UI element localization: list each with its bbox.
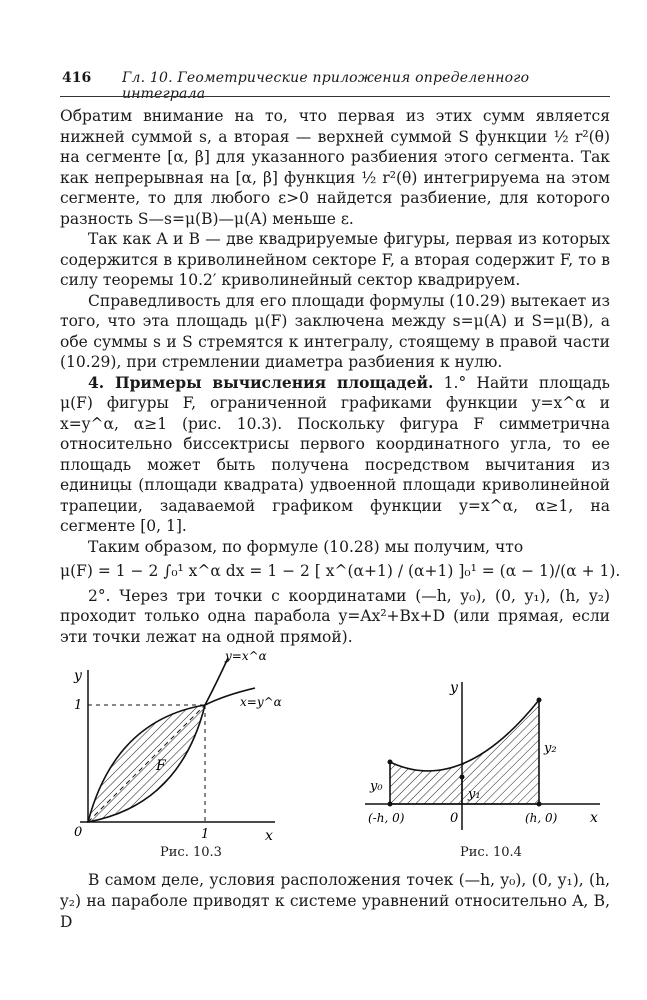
fig103-curve2-label: x=y^α bbox=[240, 695, 282, 709]
fig103-curve1-label: y=x^α bbox=[225, 649, 267, 663]
section-4-text: 1.° Найти площадь μ(F) фигуры F, ограниченной графиками функции y=x^α и x=y^α, α≥1 (рис. 10.3). Поскольку фигура F симметрична относительно биссектрисы первого координатного угла, то ее площадь может быть получена посредством вычитания из единицы (площади квадрата) удвоенной площади криволинейной трапеции, задаваемой графиком функции y=x^α, α≥1, на сегменте [0, 1]. bbox=[60, 373, 610, 535]
parabola-region bbox=[390, 700, 539, 804]
fig103-one-x: 1 bbox=[201, 827, 210, 840]
fig103-y-label: y bbox=[74, 668, 82, 684]
paragraph-thus: Таким образом, по формуле (10.28) мы получим, что bbox=[88, 537, 524, 556]
bottom-text bbox=[60, 870, 610, 933]
fig103-F-label: F bbox=[156, 758, 166, 774]
fig104-left-point: (-h, 0) bbox=[368, 811, 405, 825]
figures bbox=[60, 640, 610, 870]
fig104-y-label: y bbox=[450, 680, 458, 696]
fig103-x-label: x bbox=[265, 828, 273, 840]
section-heading: 4. Примеры вычисления площадей. bbox=[88, 372, 434, 392]
paragraph-parabola: 2°. Через три точки с координатами (—h, y₀), (0, y₁), (h, y₂) проходит только одна парабола y=Ax²+Bx+D (или прямая, если эти точки лежат на одной прямой). bbox=[60, 586, 610, 646]
paragraph-2: Так как A и B — две квадрируемые фигуры, первая из которых содержится в криволинейном секторе F, а вторая содержит F, то в силу теоремы 10.2′ криволинейный сектор квадрируем. bbox=[60, 230, 610, 289]
fig104-right-point: (h, 0) bbox=[525, 811, 558, 825]
fig104-y1: y₁ bbox=[468, 787, 481, 802]
fig103-one-y: 1 bbox=[74, 698, 83, 713]
figure-10-3 bbox=[60, 640, 300, 840]
fig104-y2: y₂ bbox=[544, 741, 557, 756]
page-header bbox=[62, 70, 612, 102]
figure-10-4 bbox=[350, 640, 610, 840]
paragraph-3: Справедливость для его площади формулы (10.29) вытекает из того, что эта площадь μ(F) заключена между s=μ(A) и S=μ(B), а обе суммы s и S стремятся к интегралу, стоящему в правой части (10.29), при стремлении диаметра разбиения к нулю. bbox=[60, 291, 610, 371]
fig104-x-label: x bbox=[590, 810, 598, 826]
curve-y-x-alpha bbox=[205, 658, 228, 705]
fig104-y0: y₀ bbox=[370, 779, 383, 794]
fig103-origin: 0 bbox=[74, 825, 83, 840]
fig104-origin: 0 bbox=[450, 811, 459, 826]
area-formula: μ(F) = 1 − 2 ∫₀¹ x^α dx = 1 − 2 [ x^(α+1) / (α+1) ]₀¹ = (α − 1)/(α + 1). bbox=[60, 562, 621, 580]
running-title: Гл. 10. Геометрические приложения определенного интеграла bbox=[122, 70, 530, 102]
fig103-caption: Рис. 10.3 bbox=[160, 845, 222, 860]
page-number: 416 bbox=[62, 70, 92, 86]
paragraph-1: Обратим внимание на то, что первая из этих сумм является нижней суммой s, а вторая — верхней суммой S функции ½ r²(θ) на сегменте [α, β] для указанного разбиения этого сегмента. Так как непрерывная на [α, β] функция ½ r²(θ) интегрируема на этом сегменте, то для любого ε>0 найдется разбиение, для которого разность S—s=μ(B)—μ(A) меньше ε. bbox=[60, 107, 610, 228]
paragraph-bottom: В самом деле, условия расположения точек (—h, y₀), (0, y₁), (h, y₂) на параболе приводят к системе уравнений относительно A, B, D bbox=[60, 871, 610, 931]
fig104-caption: Рис. 10.4 bbox=[460, 845, 522, 860]
section-4-paragraph bbox=[60, 373, 610, 537]
main-text bbox=[60, 106, 621, 647]
header-rule bbox=[60, 96, 610, 97]
